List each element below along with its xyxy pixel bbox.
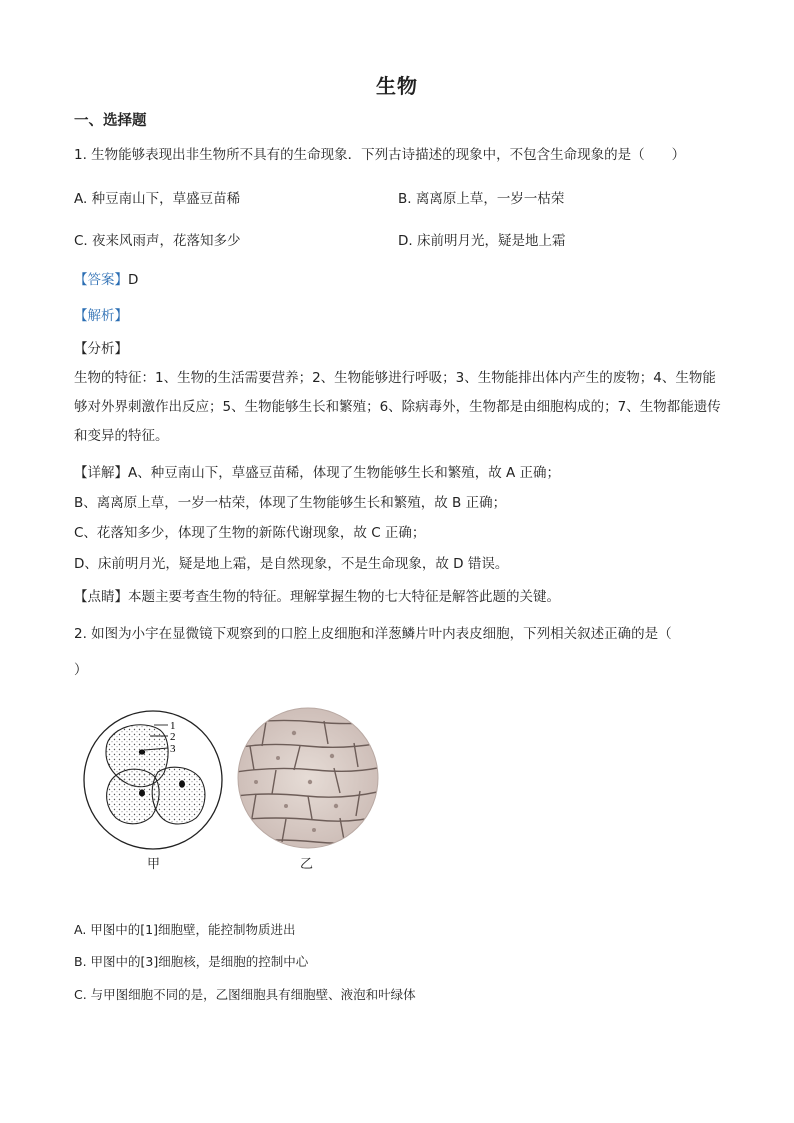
q2-stem-line1: 2. 如图为小宇在显微镜下观察到的口腔上皮细胞和洋葱鳞片叶内表皮细胞，下列相关叙述正确的是（	[74, 626, 672, 642]
q1-stem: 1. 生物能够表现出非生物所不具有的生命现象．下列古诗描述的现象中，不包含生命现象的是（ ）	[74, 147, 686, 163]
q2-option-a: A. 甲图中的[1]细胞壁，能控制物质进出	[74, 922, 296, 937]
features-paragraph: 生物的特征：1、生物的生活需要营养；2、生物能够进行呼吸；3、生物能排出体内产生的废物；4、生物能够对外界刺激作出反应；5、生物能够生长和繁殖；6、除病毒外，生物都是由细胞构成的；7、生物都能遗传和变异的特征。	[74, 370, 721, 444]
figure-jia-cheek-cells	[78, 708, 228, 852]
q2-option-b: B. 甲图中的[3]细胞核，是细胞的控制中心	[74, 954, 309, 969]
nucleus-3	[179, 780, 185, 788]
detail-d: D、床前明月光，疑是地上霜，是自然现象，不是生命现象，故 D 错误。	[74, 556, 509, 572]
q2-option-c: C. 与甲图细胞不同的是，乙图细胞具有细胞壁、液泡和叶绿体	[74, 987, 416, 1002]
q1-option-d: D. 床前明月光，疑是地上霜	[398, 233, 566, 249]
callout-3: 3	[170, 743, 176, 755]
cheek-cell-2	[107, 769, 159, 824]
q1-option-a: A. 种豆南山下，草盛豆苗稀	[74, 191, 241, 207]
q1-answer-line	[74, 270, 138, 290]
figure-label-jia: 甲	[147, 857, 161, 872]
answer-value: D	[128, 272, 139, 288]
detail-b: B、离离原上草，一岁一枯荣，体现了生物能够生长和繁殖，故 B 正确；	[74, 495, 507, 511]
fenxi-tag: 【分析】	[74, 341, 128, 357]
q2-stem-line2: ）	[74, 662, 88, 678]
q1-option-c: C. 夜来风雨声，花落知多少	[74, 233, 241, 249]
nucleus-2	[139, 789, 145, 796]
q1-option-b: B. 离离原上草，一岁一枯荣	[398, 191, 565, 207]
nucleus-1	[139, 749, 145, 754]
detail-c: C、花落知多少，体现了生物的新陈代谢现象，故 C 正确；	[74, 525, 426, 541]
comment-line: 【点睛】本题主要考查生物的特征。理解掌握生物的七大特征是解答此题的关键。	[74, 589, 560, 605]
cheek-cell-3	[152, 767, 205, 824]
figure-label-yi: 乙	[300, 857, 314, 872]
analysis-tag: 【解析】	[74, 308, 128, 324]
section-heading: 一、选择题	[74, 113, 147, 129]
callout-2: 2	[170, 731, 176, 743]
answer-tag: 【答案】	[74, 272, 128, 288]
page-title: 生物	[376, 74, 418, 98]
detail-a: 【详解】A、种豆南山下，草盛豆苗稀，体现了生物能够生长和繁殖，故 A 正确；	[74, 465, 561, 481]
callout-1: 1	[170, 720, 176, 732]
figure-yi-onion-cells	[236, 706, 380, 850]
